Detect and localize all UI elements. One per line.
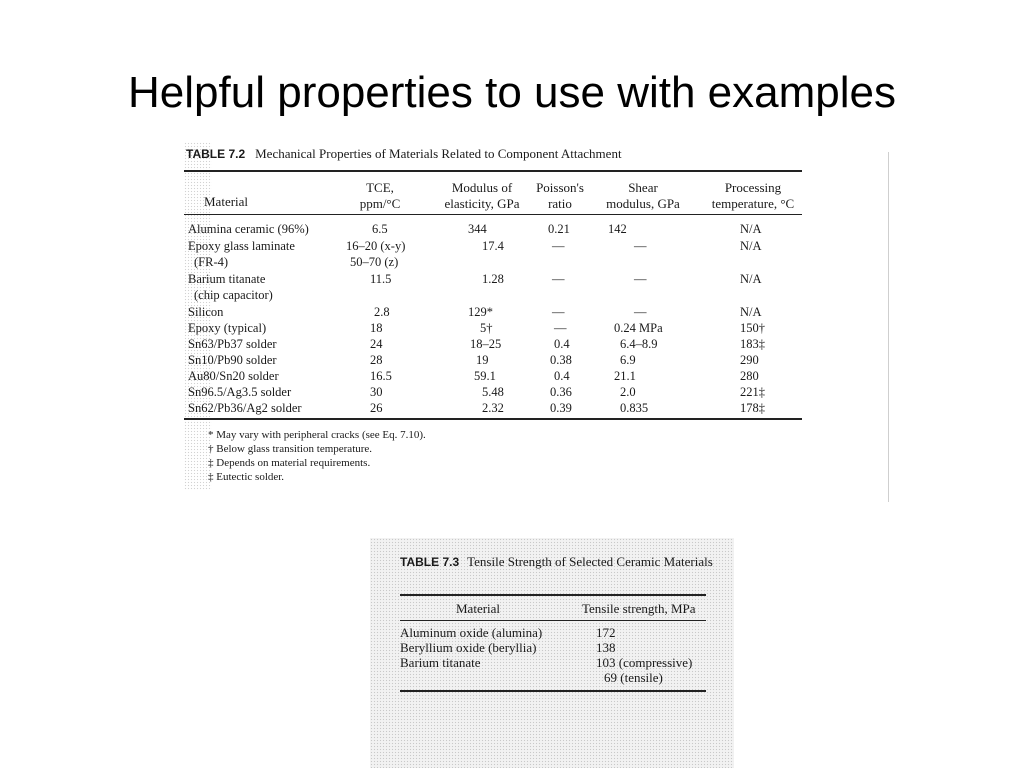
cell-tce-cont: 50–70 (z) [350, 255, 399, 269]
cell-processing: 183‡ [740, 337, 765, 351]
cell-material-cont: (FR-4) [194, 255, 229, 269]
cell-material: Alumina ceramic (96%) [188, 222, 309, 236]
cell-tce: 28 [370, 353, 383, 367]
col-header-modulus [432, 180, 532, 212]
cell-tce: 11.5 [370, 272, 392, 286]
cell-material: Barium titanate [188, 272, 266, 286]
table-bottom-rule [400, 690, 706, 692]
scan-edge-line [888, 152, 889, 502]
cell-strength: 172 [596, 625, 616, 640]
col-header-processing-line1: Processing [724, 180, 782, 195]
cell-processing: 178‡ [740, 401, 765, 415]
table-header-rule [184, 214, 802, 215]
cell-modulus: 17.4 [482, 239, 504, 253]
table-header-rule [400, 620, 706, 621]
cell-material: Sn62/Pb36/Ag2 solder [188, 401, 302, 415]
table-7-2-caption [186, 146, 622, 162]
table-bottom-rule [184, 418, 802, 420]
cell-poisson: 0.4 [554, 369, 570, 383]
cell-shear: 0.24 MPa [614, 321, 663, 335]
cell-processing: N/A [740, 272, 762, 286]
col-header-processing-line2: temperature, °C [711, 196, 795, 211]
cell-poisson: 0.38 [550, 353, 572, 367]
cell-processing: N/A [740, 239, 762, 253]
cell-processing: N/A [740, 222, 762, 236]
cell-modulus: 1.28 [482, 272, 504, 286]
table-7-2-label: TABLE 7.2 [186, 147, 246, 161]
cell-poisson: 0.21 [548, 222, 570, 236]
cell-material: Silicon [188, 305, 224, 319]
col-header-tce-line2: ppm/°C [359, 196, 401, 211]
cell-modulus: 18–25 [470, 337, 502, 351]
cell-tce: 24 [370, 337, 383, 351]
cell-processing: N/A [740, 305, 762, 319]
table-7-2-title: Mechanical Properties of Materials Related to Component Attachment [255, 146, 622, 161]
cell-tce: 30 [370, 385, 383, 399]
col-header-modulus-line2: elasticity, GPa [444, 196, 520, 211]
cell-tce: 16.5 [370, 369, 392, 383]
cell-modulus: 2.32 [482, 401, 504, 415]
cell-modulus: 5.48 [482, 385, 504, 399]
cell-poisson: — [552, 305, 565, 319]
cell-material: Sn10/Pb90 solder [188, 353, 277, 367]
slide-title: Helpful properties to use with examples [128, 68, 896, 117]
col-header-poisson-line1: Poisson's [536, 180, 584, 195]
col-header-tce [342, 180, 418, 212]
cell-strength: 103 (compressive) [596, 655, 693, 670]
table-top-rule [400, 594, 706, 596]
cell-poisson: 0.39 [550, 401, 572, 415]
cell-shear: 6.9 [620, 353, 636, 367]
cell-material-cont: (chip capacitor) [194, 288, 273, 302]
cell-modulus: 59.1 [474, 369, 496, 383]
col-header-tensile-strength: Tensile strength, MPa [582, 601, 696, 616]
table-7-3-scan [370, 538, 734, 768]
cell-shear: — [634, 272, 647, 286]
cell-processing: 290 [740, 353, 759, 367]
table-7-3-caption [400, 554, 720, 570]
cell-strength: 138 [596, 640, 616, 655]
cell-poisson: — [552, 272, 565, 286]
col-header-processing [700, 180, 806, 212]
footnote: * May vary with peripheral cracks (see Eq. 7.10). [208, 429, 426, 441]
cell-modulus: 129* [468, 305, 493, 319]
table-top-rule [184, 170, 802, 172]
cell-tce: 2.8 [374, 305, 390, 319]
cell-material: Epoxy (typical) [188, 321, 267, 335]
cell-shear: — [634, 239, 647, 253]
cell-processing: 221‡ [740, 385, 765, 399]
col-header-modulus-line1: Modulus of [451, 180, 513, 195]
cell-shear: 0.835 [620, 401, 649, 415]
cell-shear: 21.1 [614, 369, 636, 383]
cell-shear: — [634, 305, 647, 319]
col-header-shear [596, 180, 690, 212]
cell-material: Epoxy glass laminate [188, 239, 295, 253]
table-7-3-title: Tensile Strength of Selected Ceramic Materials [467, 554, 713, 569]
col-header-shear-line1: Shear [628, 180, 658, 195]
cell-strength: 69 (tensile) [604, 670, 663, 685]
cell-poisson: 0.4 [554, 337, 570, 351]
col-header-poisson-line2: ratio [548, 196, 572, 211]
footnote: † Below glass transition temperature. [208, 443, 373, 455]
col-header-material: Material [204, 194, 249, 209]
col-header-shear-line2: modulus, GPa [606, 196, 680, 211]
cell-tce: 6.5 [372, 222, 388, 236]
cell-material: Aluminum oxide (alumina) [400, 625, 543, 640]
table-7-2-scan [184, 142, 806, 490]
col-header-tce-line1: TCE, [366, 180, 394, 195]
cell-processing: 150† [740, 321, 765, 335]
cell-shear: 2.0 [620, 385, 636, 399]
cell-poisson: — [554, 321, 567, 335]
cell-tce: 18 [370, 321, 383, 335]
cell-processing: 280 [740, 369, 759, 383]
cell-material: Au80/Sn20 solder [188, 369, 279, 383]
cell-shear: 142 [608, 222, 627, 236]
cell-modulus: 5† [480, 321, 493, 335]
cell-material: Sn96.5/Ag3.5 solder [188, 385, 292, 399]
cell-poisson: — [552, 239, 565, 253]
footnote: ‡ Eutectic solder. [208, 471, 285, 483]
cell-poisson: 0.36 [550, 385, 572, 399]
table-7-3-label: TABLE 7.3 [400, 555, 460, 569]
cell-material: Sn63/Pb37 solder [188, 337, 277, 351]
col-header-poisson [530, 180, 590, 212]
cell-tce: 16–20 (x-y) [346, 239, 406, 253]
cell-material: Barium titanate [400, 655, 481, 670]
cell-shear: 6.4–8.9 [620, 337, 658, 351]
cell-modulus: 344 [468, 222, 487, 236]
cell-modulus: 19 [476, 353, 489, 367]
cell-material: Beryllium oxide (beryllia) [400, 640, 537, 655]
cell-tce: 26 [370, 401, 383, 415]
col-header-material: Material [456, 601, 501, 616]
footnote: ‡ Depends on material requirements. [208, 457, 371, 469]
